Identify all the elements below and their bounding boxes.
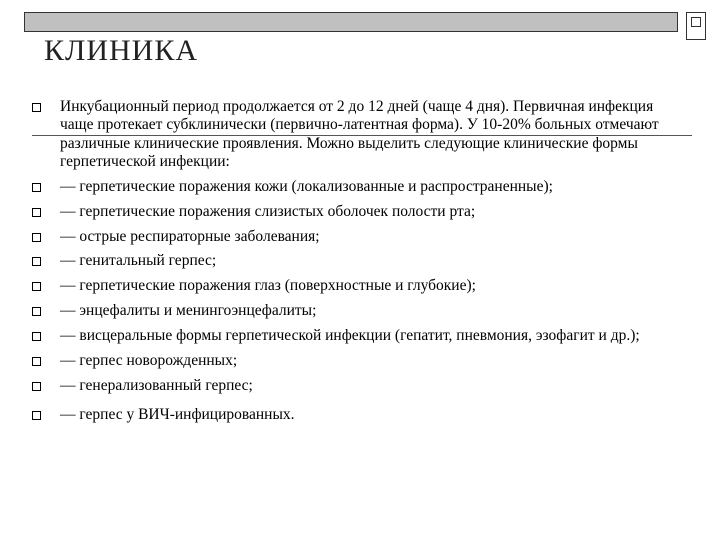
square-bullet-icon [32,208,41,217]
square-bullet-icon [32,382,41,391]
list-item [0,228,720,246]
list-item [0,352,720,370]
list-item-text: — герпетические поражения слизистых оболочек полости рта; [60,202,476,220]
square-bullet-icon [32,357,41,366]
list-item-text: — герпес у ВИЧ-инфицированных. [60,406,295,424]
list-item-text: — генитальный герпес; [60,252,217,270]
list-item-text: — генерализованный герпес; [60,376,253,394]
list-item-text: — висцеральные формы герпетической инфекции (гепатит, пневмония, эзофагит и др.); [60,327,640,345]
list-item [0,178,720,196]
square-bullet-icon [32,257,41,266]
slide-title: КЛИНИКА [44,34,199,67]
list-item [0,252,720,270]
square-bullet-icon [32,103,41,112]
list-item-text: Инкубационный период продолжается от 2 до 12 дней (чаще 4 дня). Первичная инфекция чаще протекает субклинически (первично-латентная форма). У 10-20% больных отмечают различные клинические проявления. Можно выделить следующие клинические формы герпетической инфекции: [60,98,659,170]
square-bullet-icon [32,307,41,316]
list-item [0,327,720,345]
list-item [0,377,720,395]
square-bullet-icon [32,233,41,242]
square-bullet-icon [32,183,41,192]
list-item-text: — острые респираторные заболевания; [60,227,320,245]
square-bullet-icon [32,411,41,420]
square-bullet-icon [32,282,41,291]
header-bar [24,12,678,32]
square-bullet-icon [32,332,41,341]
list-item-text: — энцефалиты и менингоэнцефалиты; [60,302,317,320]
corner-square-icon [686,12,706,40]
list-item-text: — герпетические поражения глаз (поверхностные и глубокие); [60,277,476,295]
list-item [0,98,720,171]
list-item [0,406,720,424]
bullet-list [0,98,720,431]
list-item-text: — герпес новорожденных; [60,352,238,370]
list-item [0,277,720,295]
list-item-text: — герпетические поражения кожи (локализованные и распространенные); [60,177,553,195]
list-item [0,203,720,221]
list-item [0,302,720,320]
